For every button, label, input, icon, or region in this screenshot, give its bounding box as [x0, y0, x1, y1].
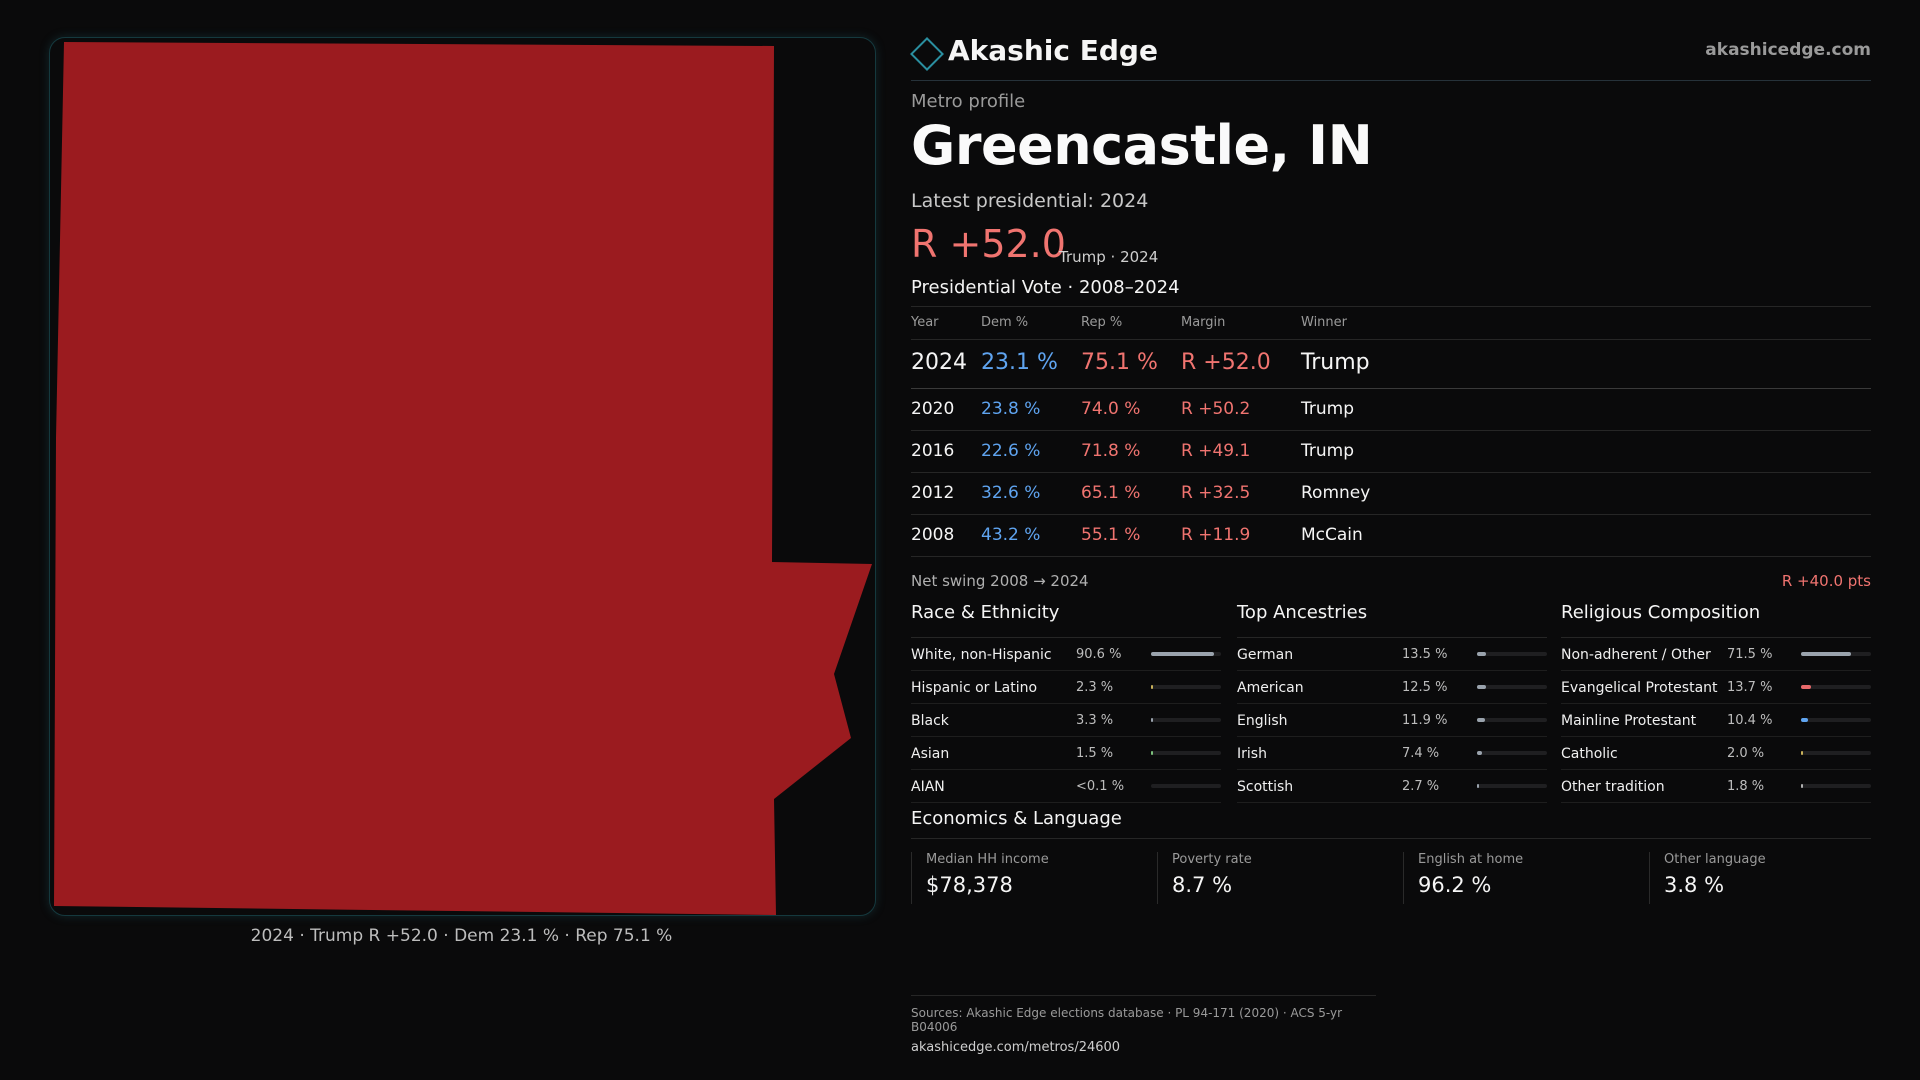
item-value: 10.4 % [1727, 713, 1773, 728]
item-value: 1.8 % [1727, 779, 1765, 794]
item-value: 2.3 % [1076, 680, 1114, 695]
header [911, 34, 1871, 81]
headline-margin-sub: Trump · 2024 [1059, 248, 1159, 266]
cell-rep: 74.0 % [1081, 399, 1141, 419]
economics-section-title: Economics & Language [911, 808, 1871, 839]
map-panel[interactable] [49, 37, 876, 916]
item-value: 7.4 % [1402, 746, 1440, 761]
list-item [911, 770, 1221, 803]
cell-dem: 43.2 % [981, 525, 1041, 545]
item-label: Asian [911, 746, 950, 762]
list-item [1561, 737, 1871, 770]
cell-dem: 23.1 % [981, 350, 1058, 375]
stat-card-poverty [1157, 852, 1252, 904]
footer [911, 995, 1376, 1055]
map-caption: 2024 · Trump R +52.0 · Dem 23.1 % · Rep 75.1 % [250, 926, 673, 946]
item-value: 3.3 % [1076, 713, 1114, 728]
column-header-rep: Rep % [1081, 315, 1123, 330]
stat-label: English at home [1418, 852, 1524, 867]
item-bar [1801, 685, 1871, 689]
item-bar-fill [1477, 751, 1482, 755]
list-item [1237, 770, 1547, 803]
list-item [911, 737, 1221, 770]
stat-value: 96.2 % [1418, 873, 1492, 897]
item-bar [1477, 718, 1547, 722]
net-swing-value: R +40.0 pts [1781, 572, 1871, 590]
item-label: White, non-Hispanic [911, 647, 1052, 663]
list-item [1561, 704, 1871, 737]
cell-year: 2024 [911, 350, 967, 375]
list-item [1561, 671, 1871, 704]
item-value: 13.7 % [1727, 680, 1773, 695]
item-bar [1801, 718, 1871, 722]
item-bar [1151, 685, 1221, 689]
cell-year: 2012 [911, 483, 955, 503]
item-value: <0.1 % [1076, 779, 1125, 794]
item-label: English [1237, 713, 1288, 729]
cell-rep: 71.8 % [1081, 441, 1141, 461]
stat-label: Other language [1664, 852, 1766, 867]
cell-margin: R +49.1 [1181, 441, 1251, 461]
item-bar [1151, 718, 1221, 722]
item-value: 1.5 % [1076, 746, 1114, 761]
column-header-winner: Winner [1301, 315, 1348, 330]
item-bar-fill [1801, 751, 1803, 755]
item-bar [1801, 751, 1871, 755]
item-bar-fill [1801, 652, 1851, 656]
stat-value: 3.8 % [1664, 873, 1725, 897]
list-item [1237, 638, 1547, 671]
item-bar [1801, 652, 1871, 656]
religion-section [1561, 602, 1871, 803]
brand-url-link[interactable]: akashicedge.com [1705, 40, 1871, 60]
table-row [911, 340, 1871, 389]
item-label: AIAN [911, 779, 945, 795]
item-label: Evangelical Protestant [1561, 680, 1718, 696]
stat-value: 8.7 % [1172, 873, 1233, 897]
table-row [911, 515, 1871, 557]
item-label: Hispanic or Latino [911, 680, 1038, 696]
item-bar-fill [1151, 751, 1153, 755]
list-item [1561, 770, 1871, 803]
item-bar-fill [1151, 652, 1214, 656]
item-bar-fill [1477, 685, 1486, 689]
column-header-year: Year [911, 315, 939, 330]
item-label: Irish [1237, 746, 1267, 762]
item-bar [1477, 784, 1547, 788]
table-row [911, 431, 1871, 473]
column-header-dem: Dem % [981, 315, 1029, 330]
item-bar-fill [1477, 784, 1479, 788]
stat-label: Poverty rate [1172, 852, 1252, 867]
item-label: Black [911, 713, 949, 729]
item-bar-fill [1151, 685, 1153, 689]
cell-year: 2016 [911, 441, 955, 461]
item-label: Mainline Protestant [1561, 713, 1697, 729]
table-row [911, 473, 1871, 515]
cell-margin: R +50.2 [1181, 399, 1251, 419]
profile-link[interactable]: akashicedge.com/metros/24600 [911, 1040, 1121, 1055]
item-bar-fill [1477, 652, 1486, 656]
cell-year: 2020 [911, 399, 955, 419]
item-bar [1801, 784, 1871, 788]
item-bar [1151, 652, 1221, 656]
county-shape[interactable] [54, 42, 872, 915]
list-item [1561, 638, 1871, 671]
cell-winner: Trump [1301, 350, 1370, 375]
item-bar [1477, 652, 1547, 656]
list-item [1237, 671, 1547, 704]
item-value: 13.5 % [1402, 647, 1448, 662]
item-value: 12.5 % [1402, 680, 1448, 695]
item-value: 2.0 % [1727, 746, 1765, 761]
cell-rep: 75.1 % [1081, 350, 1158, 375]
list-item [1237, 704, 1547, 737]
stat-label: Median HH income [926, 852, 1049, 867]
item-bar-fill [1801, 718, 1808, 722]
cell-margin: R +11.9 [1181, 525, 1251, 545]
item-bar-fill [1151, 718, 1153, 722]
list-item [911, 704, 1221, 737]
item-label: Scottish [1237, 779, 1294, 795]
headline-margin: R +52.0 [911, 222, 1066, 266]
item-value: 11.9 % [1402, 713, 1448, 728]
cell-dem: 32.6 % [981, 483, 1041, 503]
list-item [1237, 737, 1547, 770]
item-bar [1151, 784, 1221, 788]
section-title: Top Ancestries [1237, 602, 1547, 638]
vote-table-header [911, 307, 1871, 340]
section-title: Religious Composition [1561, 602, 1871, 638]
item-bar [1151, 751, 1221, 755]
race-ethnicity-section [911, 602, 1221, 803]
item-bar [1477, 751, 1547, 755]
item-label: American [1237, 680, 1304, 696]
cell-year: 2008 [911, 525, 955, 545]
item-label: Non-adherent / Other [1561, 647, 1711, 663]
sources-text: Sources: Akashic Edge elections database · PL 94-171 (2020) · ACS 5-yr B04006 [911, 1006, 1343, 1034]
brand-name[interactable]: Akashic Edge [948, 34, 1158, 67]
item-bar-fill [1801, 784, 1803, 788]
stat-card-income [911, 852, 1049, 904]
item-bar-fill [1477, 718, 1485, 722]
cell-margin: R +52.0 [1181, 350, 1271, 375]
item-label: Catholic [1561, 746, 1618, 762]
cell-margin: R +32.5 [1181, 483, 1251, 503]
brand-logo-icon [910, 37, 944, 71]
page-kicker: Metro profile [911, 91, 1026, 112]
stat-card-other-language [1649, 852, 1766, 904]
vote-table [911, 306, 1871, 557]
item-value: 71.5 % [1727, 647, 1773, 662]
cell-winner: Trump [1301, 441, 1355, 461]
metro-map[interactable] [50, 38, 875, 915]
ancestries-section [1237, 602, 1547, 803]
cell-winner: McCain [1301, 525, 1363, 545]
column-header-margin: Margin [1181, 315, 1226, 330]
cell-dem: 22.6 % [981, 441, 1041, 461]
vote-table-heading: Presidential Vote · 2008–2024 [911, 277, 1180, 298]
cell-winner: Trump [1301, 399, 1355, 419]
list-item [911, 671, 1221, 704]
table-row [911, 389, 1871, 431]
section-title: Race & Ethnicity [911, 602, 1221, 638]
list-item [911, 638, 1221, 671]
cell-rep: 65.1 % [1081, 483, 1141, 503]
latest-presidential-label: Latest presidential: 2024 [911, 190, 1149, 212]
stat-value: $78,378 [926, 873, 1013, 897]
item-label: German [1237, 647, 1294, 663]
item-label: Other tradition [1561, 779, 1665, 795]
cell-winner: Romney [1301, 483, 1371, 503]
stat-card-english [1403, 852, 1523, 904]
item-value: 2.7 % [1402, 779, 1440, 794]
net-swing-label: Net swing 2008 → 2024 [911, 572, 1089, 590]
cell-dem: 23.8 % [981, 399, 1041, 419]
page-title: Greencastle, IN [911, 114, 1373, 177]
item-value: 90.6 % [1076, 647, 1122, 662]
item-bar [1477, 685, 1547, 689]
item-bar-fill [1801, 685, 1811, 689]
cell-rep: 55.1 % [1081, 525, 1141, 545]
